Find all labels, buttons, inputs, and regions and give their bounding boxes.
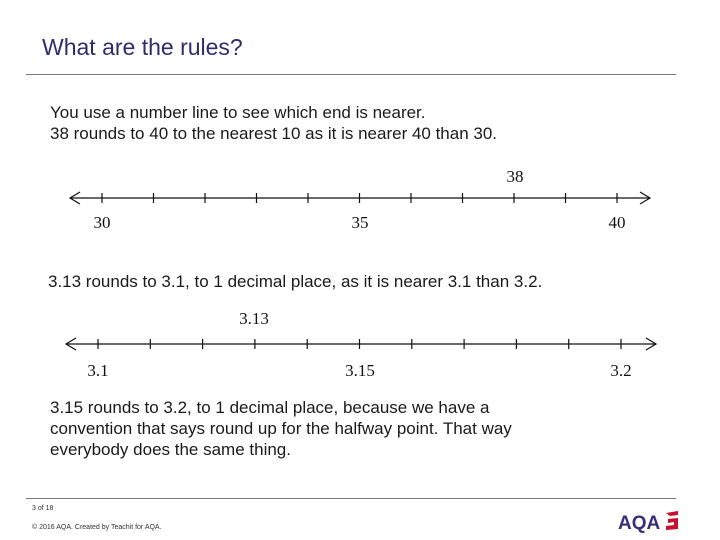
intro-line-1: You use a number line to see which end is nearer. — [50, 103, 426, 122]
intro-line-2: 38 rounds to 40 to the nearest 10 as it is nearer 40 than 30. — [50, 124, 498, 143]
convention-line-1: 3.15 rounds to 3.2, to 1 decimal place, because we have a — [50, 398, 490, 417]
slide-number: 3 of 18 — [32, 505, 54, 512]
number-line-1-label-mid: 35 — [351, 213, 369, 232]
aqa-logo-text: AQA — [618, 513, 661, 533]
decimal-paragraph: 3.13 rounds to 3.1, to 1 decimal place, as it is nearer 3.1 than 3.2. — [48, 272, 543, 291]
aqa-logo-accent-top — [666, 511, 678, 516]
number-line-1-label-start: 30 — [93, 213, 111, 232]
number-line-1-marked-value: 38 — [506, 167, 524, 186]
convention-line-3: everybody does the same thing. — [50, 440, 291, 459]
number-line-2-label-mid: 3.15 — [345, 361, 375, 380]
slide-title: What are the rules? — [42, 34, 243, 60]
number-line-2-label-start: 3.1 — [87, 361, 109, 380]
convention-paragraph — [50, 397, 512, 460]
aqa-logo-accent-bottom — [666, 518, 678, 530]
number-line-2-label-end: 3.2 — [610, 361, 632, 380]
copyright-text: © 2016 AQA. Created by Teachit for AQA. — [32, 524, 162, 531]
aqa-logo — [618, 509, 680, 533]
number-line-1-label-end: 40 — [608, 213, 626, 232]
number-line-2-marked-value: 3.13 — [239, 309, 269, 328]
footer-divider — [26, 498, 676, 499]
convention-line-2: convention that says round up for the halfway point. That way — [50, 419, 512, 438]
